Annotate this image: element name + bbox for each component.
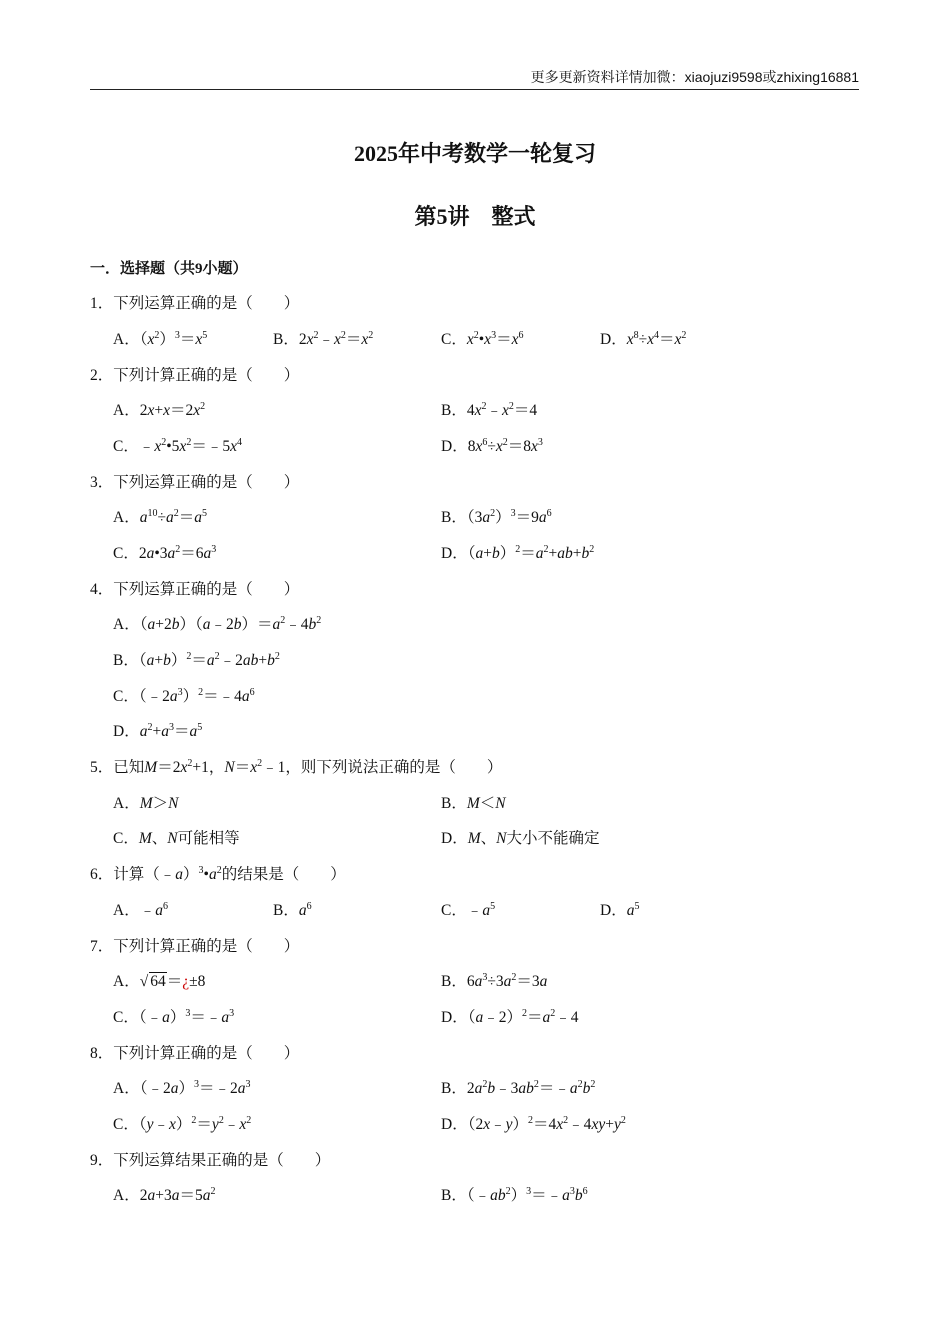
page-header: [90, 68, 859, 90]
q6-option-c[interactable]: C．$﹣a^5$: [441, 901, 496, 919]
q5-option-b[interactable]: B．M＜N: [441, 795, 506, 812]
q8-option-c[interactable]: C．$(y﹣x)^2=y^2﹣x^2$: [113, 1115, 252, 1133]
q6-option-a[interactable]: A．$﹣a^6$: [113, 901, 168, 919]
q8-option-a[interactable]: A．$(﹣2a)^3=﹣2a^3$: [113, 1079, 251, 1097]
question-3: 3．下列运算正确的是（ ）: [90, 474, 300, 491]
q7-option-a[interactable]: A．√ 64＝¿±8: [113, 973, 206, 990]
q1-option-a[interactable]: A．$(x^2)^3=x^5$: [113, 330, 208, 348]
q3-option-c[interactable]: C．$2a•3a^2=6a^3$: [113, 544, 217, 562]
q4-option-c[interactable]: C．$(﹣2a^3)^2=﹣4a^6$: [113, 687, 255, 705]
q5-option-d[interactable]: D．M、N大小不能确定: [441, 830, 600, 847]
q2-option-d[interactable]: D．$8x^6\div x^2=8x^3$: [441, 437, 543, 455]
q9-option-a[interactable]: A．$2a+3a=5a^2$: [113, 1186, 216, 1204]
header-contact-note: 更多更新资料详情加微：xiaojuzi9598或zhixing16881: [530, 69, 859, 85]
q6-option-d[interactable]: D．$a^5$: [600, 901, 640, 919]
q3-option-a[interactable]: A．$a^{10}\div a^2=a^5$: [113, 508, 207, 526]
q8-option-d[interactable]: D．$(2x﹣y)^2=4x^2﹣4xy+y^2$: [441, 1115, 626, 1133]
question-9: 9．下列运算结果正确的是（ ）: [90, 1152, 331, 1169]
question-2: 2．下列计算正确的是（ ）: [90, 367, 300, 384]
question-6: 6．计算$(﹣a)^3•a^2$的结果是（ ）: [90, 865, 346, 883]
q3-option-b[interactable]: B．$(3a^2)^3=9a^6$: [441, 508, 552, 526]
q4-option-b[interactable]: B．$(a+b)^2=a^2﹣2ab+b^2$: [113, 651, 280, 669]
q6-option-b[interactable]: B．$a^6$: [273, 901, 312, 919]
q8-option-b[interactable]: B．$2a^2b﹣3ab^2=﹣a^2b^2$: [441, 1079, 596, 1097]
q2-option-b[interactable]: B．$4x^2﹣x^2=4$: [441, 401, 538, 419]
q4-option-a[interactable]: A．$(a+2b)(a﹣2b)=a^2﹣4b^2$: [113, 615, 322, 633]
document-title: 2025年中考数学一轮复习: [353, 141, 596, 166]
q7-option-c[interactable]: C．$(﹣a)^3=﹣a^3$: [113, 1008, 235, 1026]
question-8: 8．下列计算正确的是（ ）: [90, 1045, 300, 1062]
q2-option-c[interactable]: C．$﹣x^2•5x^2=﹣5x^4$: [113, 437, 242, 455]
question-4: 4．下列运算正确的是（ ）: [90, 581, 300, 598]
q1-option-c[interactable]: C．$x^2•x^3=x^6$: [441, 330, 524, 348]
q9-option-b[interactable]: B．$(﹣ab^2)^3=﹣a^3b^6$: [441, 1186, 588, 1204]
q1-option-b[interactable]: B．$2x^2﹣x^2=x^2$: [273, 330, 374, 348]
q5-option-a[interactable]: A．M＞N: [113, 795, 179, 812]
q3-option-d[interactable]: D．$(a+b)^2=a^2+ab+b^2$: [441, 544, 595, 562]
lecture-subtitle: 第5讲 整式: [414, 204, 536, 229]
question-7: 7．下列计算正确的是（ ）: [90, 938, 300, 955]
q7-option-b[interactable]: B．$6a^3\div 3a^2=3a$: [441, 972, 548, 990]
q7-option-d[interactable]: D．$(a﹣2)^2=a^2﹣4$: [441, 1008, 579, 1026]
q1-option-d[interactable]: D．$x^8\div x^4=x^2$: [600, 330, 687, 348]
q5-option-c[interactable]: C．M、N可能相等: [113, 830, 240, 847]
section-heading: 一．选择题（共9小题）: [90, 261, 248, 277]
q4-option-d[interactable]: D．$a^2+a^3=a^5$: [113, 722, 203, 740]
question-1: 1．下列运算正确的是（ ）: [90, 295, 300, 312]
q2-option-a[interactable]: A．$2x+x=2x^2$: [113, 401, 206, 419]
question-5: 5．已知$M=2x^2+1$，$N=x^2﹣1$，则下列说法正确的是（ ）: [90, 758, 503, 776]
